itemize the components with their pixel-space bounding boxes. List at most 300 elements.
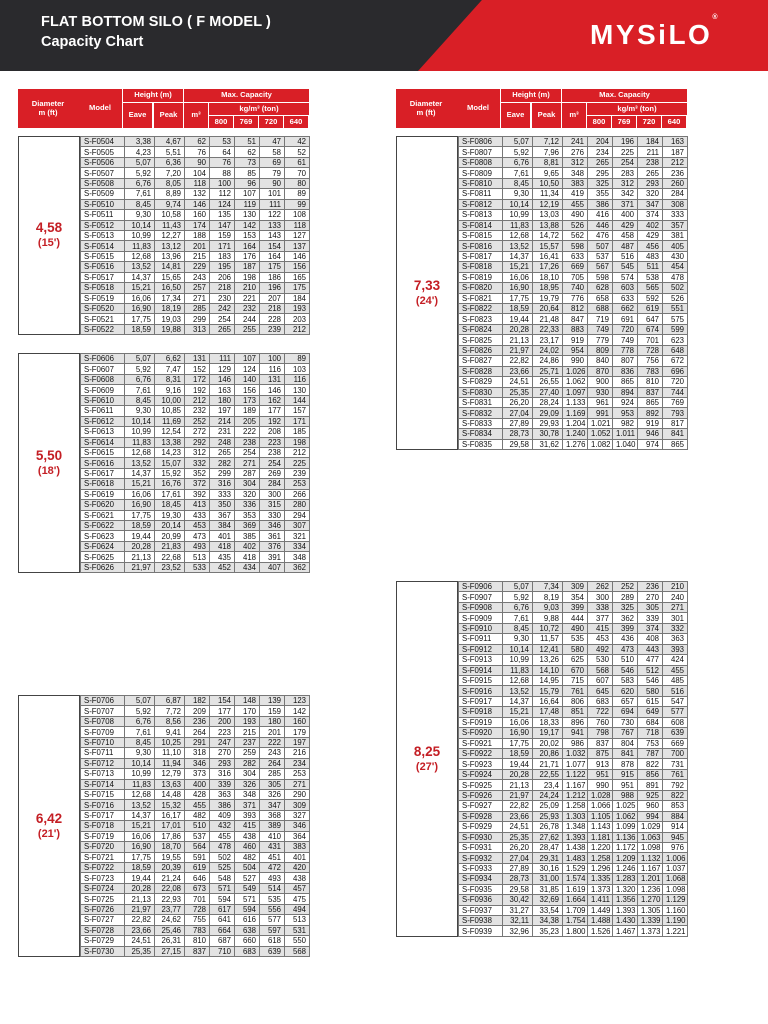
volume-cell: 160 (185, 210, 210, 220)
brand-trademark: ® (712, 13, 718, 21)
model-cell: S-F0507 (81, 168, 125, 178)
eave-cell: 16,90 (503, 728, 533, 738)
peak-cell: 19,03 (155, 314, 185, 324)
cap-720-cell: 90 (260, 178, 285, 188)
model-cell: S-F0834 (459, 429, 503, 439)
eave-cell: 18,59 (503, 304, 533, 314)
peak-cell: 8,05 (155, 178, 185, 188)
cap-769-cell: 527 (235, 873, 260, 883)
peak-cell: 22,55 (533, 769, 563, 779)
model-cell: S-F0820 (459, 283, 503, 293)
table-row (459, 822, 688, 832)
volume-cell: 591 (185, 852, 210, 862)
peak-cell: 16,50 (155, 283, 185, 293)
table-row (459, 874, 688, 884)
volume-cell: 510 (185, 821, 210, 831)
cap-720-cell: 718 (638, 728, 663, 738)
cap-640-cell: 424 (663, 655, 688, 665)
table-row (81, 251, 310, 261)
peak-cell: 10,72 (533, 623, 563, 633)
cap-800-cell: 1.296 (588, 863, 613, 873)
eave-cell: 25,35 (503, 387, 533, 397)
volume-cell: 400 (185, 779, 210, 789)
model-cell: S-F0916 (459, 686, 503, 696)
cap-640-cell: 669 (663, 738, 688, 748)
model-cell: S-F0934 (459, 874, 503, 884)
table-header (396, 89, 767, 128)
peak-cell: 5,51 (155, 147, 185, 157)
cap-769-cell: 400 (613, 210, 638, 220)
table-row (459, 696, 688, 706)
model-cell: S-F0831 (459, 397, 503, 407)
model-cell: S-F0823 (459, 314, 503, 324)
cap-640-cell: 792 (663, 780, 688, 790)
volume-cell: 172 (185, 374, 210, 384)
peak-cell: 9,65 (533, 168, 563, 178)
table-row (81, 220, 310, 230)
peak-cell: 20,64 (533, 304, 563, 314)
cap-800-cell: 840 (588, 356, 613, 366)
table-row (459, 842, 688, 852)
eave-cell: 14,37 (125, 272, 155, 282)
cap-640-cell: 301 (663, 613, 688, 623)
eave-cell: 22,82 (503, 356, 533, 366)
eave-cell: 10,99 (125, 427, 155, 437)
cap-800-cell: 607 (588, 675, 613, 685)
eave-cell: 20,28 (503, 769, 533, 779)
cap-800-cell: 809 (588, 345, 613, 355)
table-row (81, 489, 310, 499)
cap-720-cell: 69 (260, 157, 285, 167)
cap-800-cell: 683 (588, 696, 613, 706)
table-row (81, 395, 310, 405)
model-cell: S-F0811 (459, 189, 503, 199)
cap-800-cell: 719 (588, 314, 613, 324)
volume-cell: 236 (185, 716, 210, 726)
cap-800-cell: 452 (210, 562, 235, 572)
cap-640-cell: 945 (663, 832, 688, 842)
cap-640-cell: 89 (285, 354, 310, 364)
table-row (81, 810, 310, 820)
volume-cell: 104 (185, 168, 210, 178)
model-cell: S-F0935 (459, 884, 503, 894)
model-cell: S-F0912 (459, 644, 503, 654)
eave-cell: 25,35 (125, 946, 155, 956)
peak-cell: 7,20 (155, 168, 185, 178)
cap-720-cell: 546 (638, 675, 663, 685)
table-row (81, 727, 310, 737)
cap-800-cell: 88 (210, 168, 235, 178)
peak-cell: 17,26 (533, 262, 563, 272)
cap-720-cell: 974 (638, 439, 663, 449)
model-cell: S-F0818 (459, 262, 503, 272)
model-cell: S-F0612 (81, 416, 125, 426)
table-row (81, 552, 310, 562)
model-cell: S-F0723 (81, 873, 125, 883)
table-row (459, 262, 688, 272)
eave-cell: 9,30 (125, 748, 155, 758)
model-cell: S-F0913 (459, 655, 503, 665)
eave-cell: 27,89 (503, 418, 533, 428)
model-cell: S-F0929 (459, 822, 503, 832)
cap-720-cell: 146 (260, 385, 285, 395)
cap-769-cell: 504 (235, 863, 260, 873)
peak-cell: 11,43 (155, 220, 185, 230)
cap-769-cell: 1.320 (613, 884, 638, 894)
eave-cell: 17,75 (503, 293, 533, 303)
cap-720-cell: 223 (260, 437, 285, 447)
table-row (81, 531, 310, 541)
eave-cell: 17,75 (125, 314, 155, 324)
cap-769-cell: 73 (235, 157, 260, 167)
model-cell: S-F0713 (81, 769, 125, 779)
cap-800-cell: 875 (588, 749, 613, 759)
peak-cell: 27,62 (533, 832, 563, 842)
cap-800-cell: 338 (588, 602, 613, 612)
cap-720-cell: 238 (260, 447, 285, 457)
eave-cell: 32,11 (503, 916, 533, 926)
cap-720-cell: 580 (638, 686, 663, 696)
cap-640-cell: 761 (663, 769, 688, 779)
cap-769-cell: 362 (613, 613, 638, 623)
cap-640-cell: 841 (663, 429, 688, 439)
model-cell: S-F0714 (81, 779, 125, 789)
cap-640-cell: 568 (285, 946, 310, 956)
table-row (459, 293, 688, 303)
peak-cell: 21,83 (155, 541, 185, 551)
cap-640-cell: 853 (663, 801, 688, 811)
cap-769-cell: 385 (235, 531, 260, 541)
peak-cell: 25,71 (533, 366, 563, 376)
cap-640-cell: 720 (663, 377, 688, 387)
volume-cell: 455 (563, 199, 588, 209)
cap-769-cell: 393 (235, 810, 260, 820)
table-row (81, 737, 310, 747)
volume-cell: 783 (185, 925, 210, 935)
cap-800-cell: 248 (210, 437, 235, 447)
cap-769-cell: 571 (235, 894, 260, 904)
model-cell: S-F0908 (459, 602, 503, 612)
table-row (459, 926, 688, 936)
peak-cell: 26,78 (533, 822, 563, 832)
eave-cell: 20,28 (125, 541, 155, 551)
table-row (459, 356, 688, 366)
eave-cell: 18,59 (125, 324, 155, 334)
diameter-feet: (24') (415, 294, 439, 307)
cap-800-cell: 218 (210, 283, 235, 293)
table-row (459, 377, 688, 387)
volume-cell: 493 (185, 541, 210, 551)
cap-720-cell: 410 (260, 831, 285, 841)
peak-cell: 11,34 (533, 189, 563, 199)
volume-cell: 152 (185, 364, 210, 374)
cap-800-cell: 265 (588, 157, 613, 167)
cap-640-cell: 455 (663, 665, 688, 675)
eave-cell: 6,76 (125, 716, 155, 726)
cap-800-cell: 325 (588, 178, 613, 188)
cap-720-cell: 211 (638, 147, 663, 157)
cap-769-cell: 119 (235, 199, 260, 209)
peak-cell: 17,01 (155, 821, 185, 831)
cap-640-cell: 308 (663, 199, 688, 209)
eave-cell: 16,06 (125, 831, 155, 841)
cap-769-cell: 458 (613, 230, 638, 240)
cap-769-cell: 415 (235, 821, 260, 831)
eave-cell: 15,21 (503, 707, 533, 717)
cap-800-cell: 265 (210, 447, 235, 457)
cap-640-cell: 294 (285, 510, 310, 520)
cap-800-cell: 299 (210, 468, 235, 478)
cap-720-cell: 1.305 (638, 905, 663, 915)
cap-640-cell: 1.037 (663, 863, 688, 873)
volume-cell: 537 (185, 831, 210, 841)
table-row (81, 168, 310, 178)
cap-640-cell: 157 (285, 406, 310, 416)
eave-cell: 10,99 (503, 210, 533, 220)
cap-640-cell: 1.006 (663, 853, 688, 863)
eave-cell: 11,83 (125, 779, 155, 789)
cap-800-cell: 749 (588, 324, 613, 334)
peak-cell: 4,67 (155, 137, 185, 147)
table-row (459, 644, 688, 654)
cap-640-cell: 216 (285, 748, 310, 758)
volume-cell: 271 (185, 293, 210, 303)
volume-cell: 212 (185, 395, 210, 405)
cap-769-cell: 429 (613, 220, 638, 230)
cap-800-cell: 446 (588, 220, 613, 230)
cap-769-cell: 371 (613, 199, 638, 209)
cap-800-cell: 124 (210, 199, 235, 209)
cap-769-cell: 836 (613, 366, 638, 376)
capacity-table (80, 136, 310, 335)
cap-769-cell: 924 (613, 397, 638, 407)
cap-720-cell: 218 (260, 304, 285, 314)
cap-720-cell: 783 (638, 366, 663, 376)
table-row (459, 769, 688, 779)
cap-640-cell: 332 (663, 623, 688, 633)
cap-640-cell: 793 (663, 408, 688, 418)
cap-720-cell: 143 (260, 230, 285, 240)
table-row (81, 324, 310, 334)
table-row (459, 707, 688, 717)
cap-769-cell: 237 (235, 737, 260, 747)
cap-640-cell: 502 (663, 283, 688, 293)
diameter-label (396, 136, 458, 450)
cap-640-cell: 744 (663, 387, 688, 397)
table-row (459, 801, 688, 811)
model-cell: S-F0927 (459, 801, 503, 811)
cap-800-cell: 363 (210, 789, 235, 799)
silo-group (18, 353, 389, 573)
eave-cell: 6,76 (503, 602, 533, 612)
model-cell: S-F0613 (81, 427, 125, 437)
silo-group (18, 136, 389, 335)
diameter-meters: 6,42 (35, 810, 63, 826)
cap-720-cell: 1.063 (638, 832, 663, 842)
cap-800-cell: 1.082 (588, 439, 613, 449)
model-cell: S-F0815 (459, 230, 503, 240)
cap-720-cell: 285 (260, 769, 285, 779)
model-cell: S-F0814 (459, 220, 503, 230)
table-row (81, 178, 310, 188)
header-density-769: 769 (612, 116, 636, 128)
volume-cell: 1.664 (563, 895, 588, 905)
peak-cell: 25,46 (155, 925, 185, 935)
cap-769-cell: 148 (235, 696, 260, 706)
cap-800-cell: 231 (210, 427, 235, 437)
model-cell: S-F0939 (459, 926, 503, 936)
eave-cell: 27,04 (503, 853, 533, 863)
cap-720-cell: 164 (260, 251, 285, 261)
peak-cell: 27,40 (533, 387, 563, 397)
model-cell: S-F0932 (459, 853, 503, 863)
cap-720-cell: 408 (638, 634, 663, 644)
volume-cell: 1.276 (563, 439, 588, 449)
capacity-table (80, 353, 310, 573)
cap-640-cell: 179 (285, 727, 310, 737)
model-cell: S-F0922 (459, 749, 503, 759)
volume-cell: 1.258 (563, 801, 588, 811)
model-cell: S-F0510 (81, 199, 125, 209)
cap-800-cell: 76 (210, 157, 235, 167)
peak-cell: 22,68 (155, 552, 185, 562)
peak-cell: 13,88 (533, 220, 563, 230)
cap-800-cell: 270 (210, 748, 235, 758)
cap-720-cell: 1.373 (638, 926, 663, 936)
cap-769-cell: 348 (235, 789, 260, 799)
table-row (459, 853, 688, 863)
model-cell: S-F0730 (81, 946, 125, 956)
cap-800-cell: 254 (210, 314, 235, 324)
cap-640-cell: 1.068 (663, 874, 688, 884)
cap-800-cell: 594 (210, 894, 235, 904)
table-row (81, 696, 310, 706)
cap-720-cell: 577 (260, 915, 285, 925)
peak-cell: 28,47 (533, 842, 563, 852)
cap-769-cell: 244 (235, 314, 260, 324)
table-row (81, 883, 310, 893)
cap-720-cell: 374 (638, 210, 663, 220)
cap-640-cell: 696 (663, 366, 688, 376)
eave-cell: 8,45 (503, 623, 533, 633)
table-row (459, 304, 688, 314)
model-cell: S-F0817 (459, 251, 503, 261)
peak-cell: 14,10 (533, 665, 563, 675)
eave-cell: 21,97 (503, 345, 533, 355)
cap-720-cell: 305 (638, 602, 663, 612)
volume-cell: 810 (185, 936, 210, 946)
table-row (459, 251, 688, 261)
volume-cell: 1.754 (563, 916, 588, 926)
volume-cell: 513 (185, 552, 210, 562)
peak-cell: 10,58 (155, 210, 185, 220)
peak-cell: 20,02 (533, 738, 563, 748)
volume-cell: 633 (563, 251, 588, 261)
table-row (81, 262, 310, 272)
model-cell: S-F0706 (81, 696, 125, 706)
eave-cell: 22,82 (503, 801, 533, 811)
diameter-meters: 4,58 (35, 220, 63, 236)
cap-769-cell: 173 (235, 395, 260, 405)
cap-800-cell: 350 (210, 500, 235, 510)
cap-720-cell: 175 (260, 262, 285, 272)
cap-769-cell: 594 (235, 904, 260, 914)
peak-cell: 19,88 (155, 324, 185, 334)
cap-720-cell: 264 (260, 758, 285, 768)
cap-640-cell: 551 (663, 304, 688, 314)
cap-800-cell: 265 (210, 324, 235, 334)
cap-720-cell: 139 (260, 696, 285, 706)
peak-cell: 9,74 (155, 199, 185, 209)
model-cell: S-F0810 (459, 178, 503, 188)
peak-cell: 7,12 (533, 137, 563, 147)
model-cell: S-F0822 (459, 304, 503, 314)
eave-cell: 5,07 (125, 157, 155, 167)
cap-800-cell: 1.488 (588, 916, 613, 926)
eave-cell: 18,59 (125, 863, 155, 873)
cap-720-cell: 100 (260, 354, 285, 364)
peak-cell: 6,87 (155, 696, 185, 706)
table-row (81, 479, 310, 489)
cap-800-cell: 1.028 (588, 790, 613, 800)
cap-640-cell: 475 (285, 894, 310, 904)
model-cell: S-F0832 (459, 408, 503, 418)
cap-640-cell: 381 (663, 230, 688, 240)
cap-769-cell: 259 (235, 748, 260, 758)
cap-769-cell: 546 (613, 665, 638, 675)
table-row (459, 623, 688, 633)
eave-cell: 21,13 (125, 894, 155, 904)
cap-800-cell: 367 (210, 510, 235, 520)
peak-cell: 10,00 (155, 395, 185, 405)
peak-cell: 9,41 (155, 727, 185, 737)
table-row (81, 789, 310, 799)
volume-cell: 372 (185, 479, 210, 489)
peak-cell: 13,26 (533, 655, 563, 665)
cap-769-cell: 187 (235, 262, 260, 272)
cap-769-cell: 438 (235, 831, 260, 841)
volume-cell: 728 (185, 904, 210, 914)
cap-720-cell: 254 (260, 458, 285, 468)
eave-cell: 22,82 (125, 915, 155, 925)
volume-cell: 1.529 (563, 863, 588, 873)
cap-720-cell: 222 (260, 737, 285, 747)
cap-640-cell: 42 (285, 137, 310, 147)
eave-cell: 19,44 (503, 759, 533, 769)
cap-769-cell: 549 (235, 883, 260, 893)
cap-769-cell: 289 (613, 592, 638, 602)
cap-800-cell: 384 (210, 521, 235, 531)
cap-720-cell: 592 (638, 293, 663, 303)
cap-769-cell: 878 (613, 759, 638, 769)
cap-720-cell: 131 (260, 374, 285, 384)
model-cell: S-F0827 (459, 356, 503, 366)
eave-cell: 13,52 (125, 800, 155, 810)
model-cell: S-F0936 (459, 895, 503, 905)
eave-cell: 15,21 (125, 479, 155, 489)
cap-800-cell: 1.066 (588, 801, 613, 811)
eave-cell: 26,20 (503, 842, 533, 852)
table-row (81, 521, 310, 531)
peak-cell: 14,23 (155, 447, 185, 457)
table-row (81, 468, 310, 478)
cap-769-cell: 638 (235, 925, 260, 935)
cap-800-cell: 507 (588, 241, 613, 251)
cap-640-cell: 1.129 (663, 895, 688, 905)
peak-cell: 12,54 (155, 427, 185, 437)
eave-cell: 25,35 (503, 832, 533, 842)
volume-cell: 812 (563, 304, 588, 314)
